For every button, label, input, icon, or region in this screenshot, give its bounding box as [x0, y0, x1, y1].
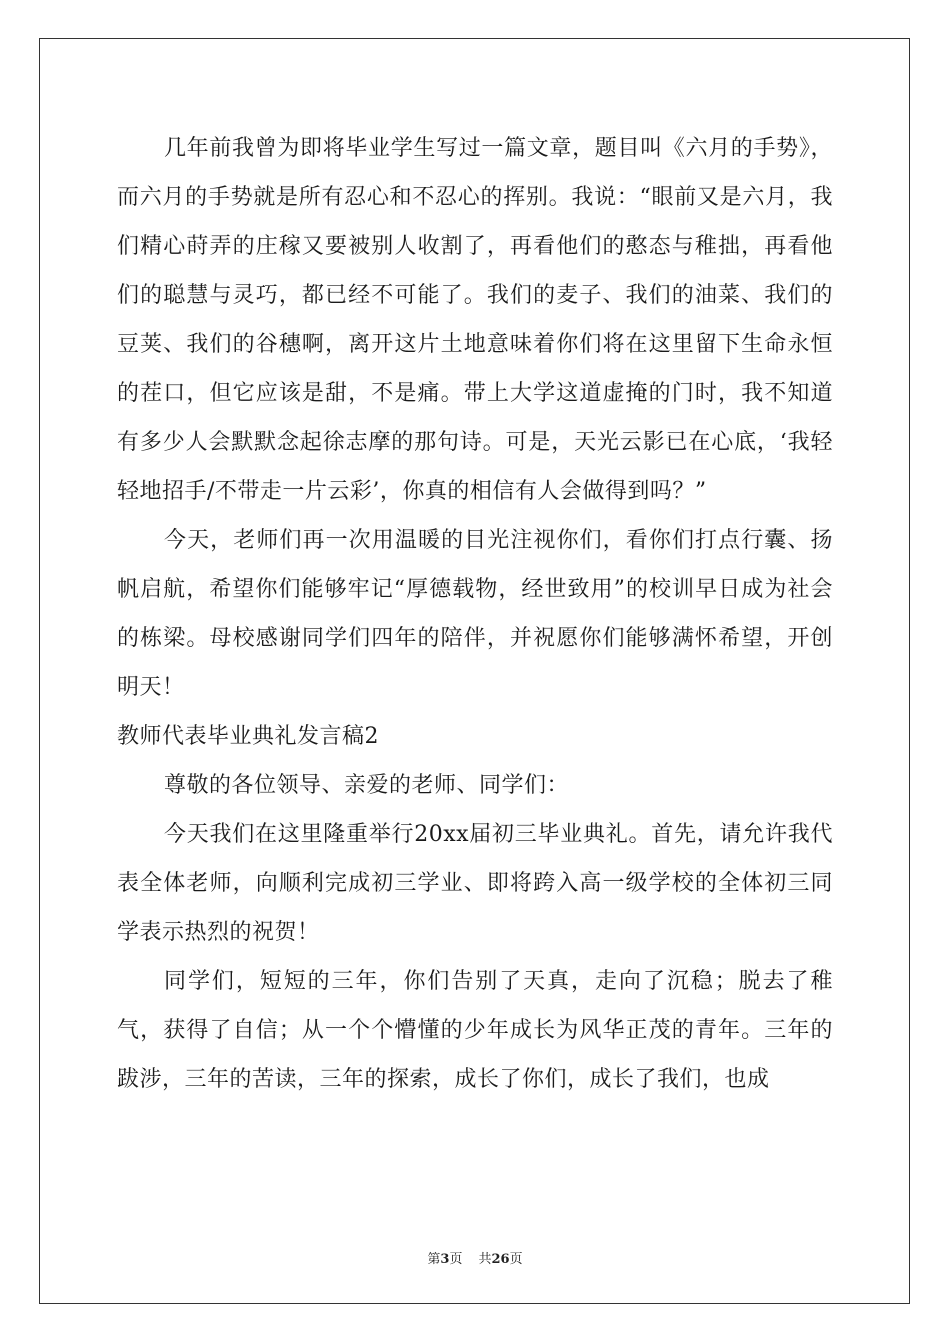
- paragraph: 同学们，短短的三年，你们告别了天真，走向了沉稳；脱去了稚气，获得了自信；从一个个懵懂的少年成长为风华正茂的青年。三年的跋涉，三年的苦读，三年的探索，成长了你们，成长了我们，也成: [117, 969, 833, 1092]
- page-prefix: 第: [427, 1252, 441, 1267]
- section-heading: 教师代表毕业典礼发言稿2: [117, 724, 379, 749]
- paragraph: 今天，老师们再一次用温暖的目光注视你们，看你们打点行囊、扬帆启航，希望你们能够牢记“厚德载物，经世致用”的校训早日成为社会的栋梁。母校感谢同学们四年的陪伴，并祝愿你们能够满怀希望，开创明天！: [117, 528, 833, 700]
- total-prefix: 共: [478, 1252, 492, 1267]
- page-total: 26: [491, 1252, 510, 1267]
- page-current: 3: [440, 1252, 450, 1267]
- page-footer: [0, 1248, 950, 1267]
- total-unit: 页: [509, 1252, 523, 1267]
- page-unit: 页: [449, 1252, 463, 1267]
- paragraph: 今天我们在这里隆重举行20xx届初三毕业典礼。首先，请允许我代表全体老师，向顺利完成初三学业、即将跨入高一级学校的全体初三同学表示热烈的祝贺！: [117, 822, 833, 945]
- salutation: 尊敬的各位领导、亲爱的老师、同学们：: [164, 773, 570, 798]
- paragraph: 几年前我曾为即将毕业学生写过一篇文章，题目叫《六月的手势》，而六月的手势就是所有忍心和不忍心的挥别。我说：“眼前又是六月，我们精心莳弄的庄稼又要被别人收割了，再看他们的憨态与稚拙，再看他们的聪慧与灵巧，都已经不可能了。我们的麦子、我们的油菜、我们的豆荚、我们的谷穗啊，离开这片土地意味着你们将在这里留下生命永恒的茬口，但它应该是甜，不是痛。带上大学这道虚掩的门时，我不知道有多少人会默默念起徐志摩的那句诗。可是，天光云影已在心底，‘我轻轻地招手/不带走一片云彩’，你真的相信有人会做得到吗？”: [117, 136, 833, 504]
- document-body: [117, 124, 833, 1104]
